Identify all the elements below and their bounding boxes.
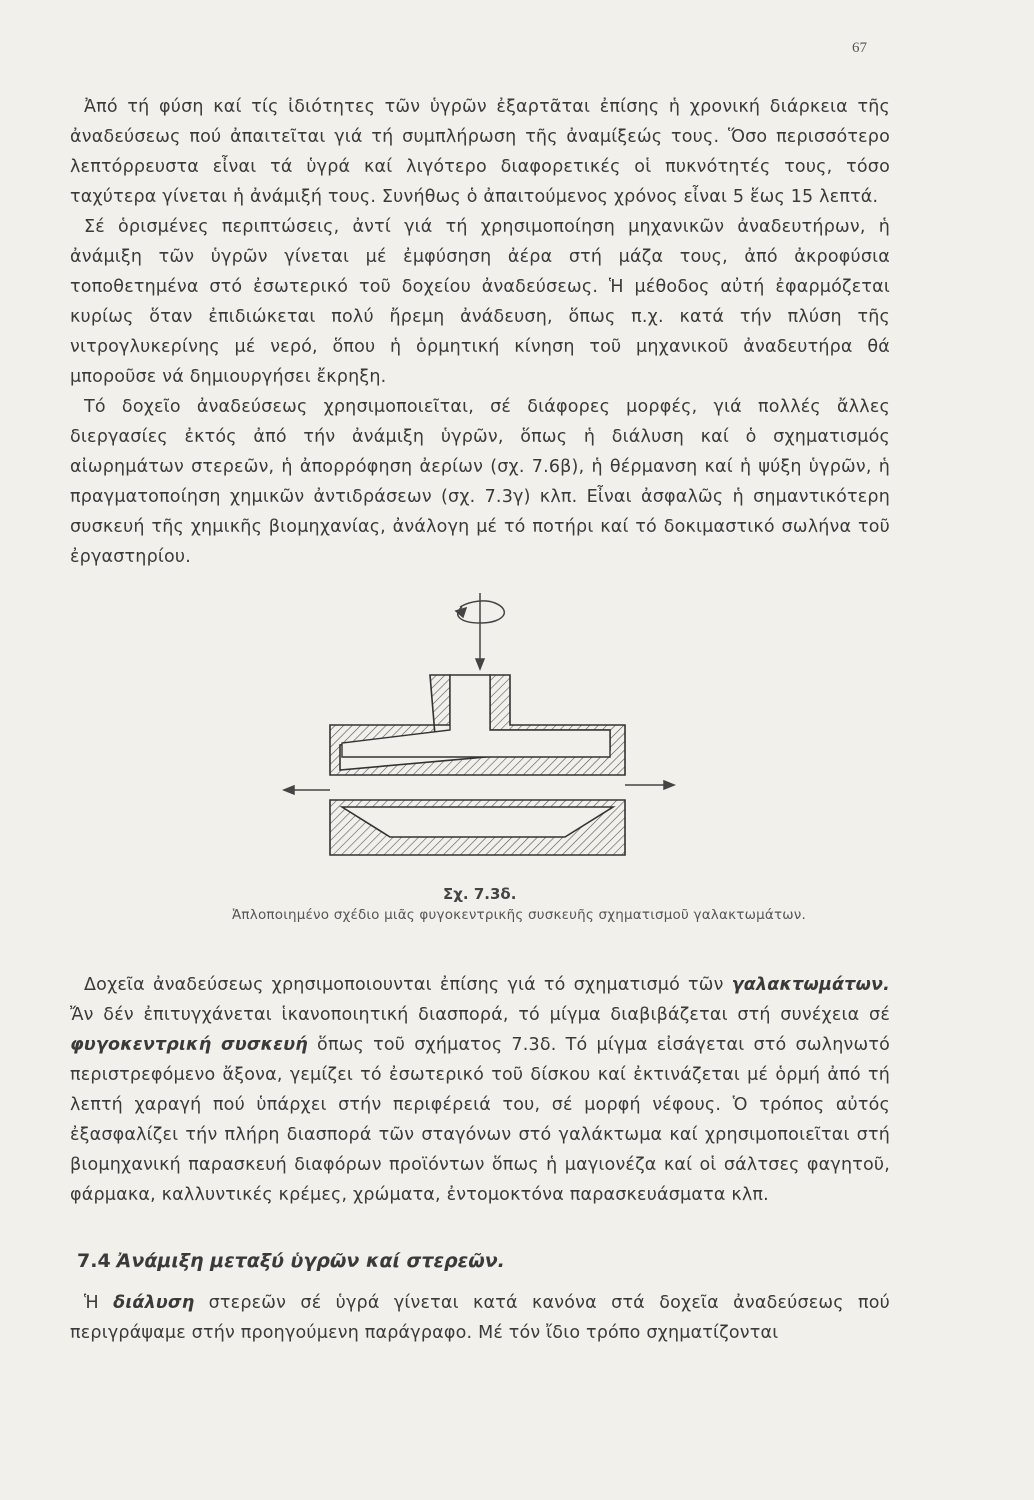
dissolution-text-1: Ἡ bbox=[84, 1293, 114, 1313]
section-title: Ἀνάμιξη μεταξύ ὑγρῶν καί στερεῶν. bbox=[116, 1250, 505, 1272]
lower-disc bbox=[330, 800, 625, 855]
paragraph-vessel-uses: Τό δοχεῖο ἀναδεύσεως χρησιμοποιεῖται, σέ διάφορες μορφές, γιά πολλές ἄλλες διεργασίες ἐκτός ἀπό τήν ἀνάμιξη ὑγρῶν, ὅπως ἡ διάλυση καί ὁ σχηματισμός αἰωρημάτων στερεῶν, ἡ ἀπορρόφηση ἀερίων (σχ. 7.6β), ἡ θέρμανση καί ἡ ψύξη ὑγρῶν, ἡ πραγματοποίηση χημικῶν ἀντιδράσεων (σχ. 7.3γ) κλπ. Εἶναι ἀσφαλῶς ἡ σημαντικότερη συσκευή τῆς χημικῆς βιομηχανίας, ἀνάλογη μέ τό ποτήρι καί τό δοκιμαστικό σωλήνα τοῦ ἐργαστηρίου. bbox=[70, 397, 890, 567]
body-text-top bbox=[70, 92, 890, 572]
paragraph-air-injection: Σέ ὁρισμένες περιπτώσεις, ἀντί γιά τή χρησιμοποίηση μηχανικῶν ἀναδευτήρων, ἡ ἀνάμιξη τῶν ὑγρῶν γίνεται μέ ἐμφύσηση ἀέρα στή μάζα τους, ἀπό ἀκροφύσια τοποθετημένα στό ἐσωτερικό τοῦ δοχείου ἀναδεύσεως. Ἡ μέθοδος αὐτή ἐφαρμόζεται κυρίως ὅταν ἐπιδιώκεται πολύ ἤρεμη ἀνάδευση, ὅπως π.χ. κατά τήν πλύση τῆς νιτρογλυκερίνης μέ νερό, ὅπου ἡ ὁρμητική κίνηση τοῦ μηχανικοῦ ἀναδευτήρα θά μποροῦσε νά δημιουργήσει ἔκρηξη. bbox=[70, 217, 890, 387]
outflow-arrow-right-icon bbox=[625, 781, 674, 789]
term-centrifugal-device: φυγοκεντρική συσκευή bbox=[70, 1035, 308, 1055]
body-text-emulsions bbox=[70, 970, 890, 1210]
dissolution-text-2: στερεῶν σέ ὑγρά γίνεται κατά κανόνα στά δοχεῖα ἀναδεύσεως πού περιγράψαμε στήν προηγούμενη παράγραφο. Μέ τόν ἴδιο τρόπο σχηματίζονται bbox=[70, 1293, 890, 1343]
figure-caption: Ἁπλοποιημένο σχέδιο μιᾶς φυγοκεντρικῆς συσκευῆς σχηματισμοῦ γαλακτωμάτων. bbox=[232, 907, 807, 923]
page-number: 67 bbox=[852, 40, 867, 56]
term-dissolution: διάλυση bbox=[113, 1293, 195, 1313]
paragraph-dissolution bbox=[70, 1288, 890, 1348]
term-emulsions: γαλακτωμάτων. bbox=[731, 975, 890, 995]
paragraph-mixing-time: Ἀπό τή φύση καί τίς ἰδιότητες τῶν ὑγρῶν ἐξαρτᾶται ἐπίσης ἡ χρονική διάρκεια τῆς ἀναδεύσεως πού ἀπαιτεῖται γιά τή συμπλήρωση τῆς ἀναμίξεώς τους. Ὅσο περισσότερο λεπτόρρευστα εἶναι τά ὑγρά καί λιγότερο διαφορετικές οἱ πυκνότητές τους, τόσο ταχύτερα γίνεται ἡ ἀνάμιξή τους. Συνήθως ὁ ἀπαιτούμενος χρόνος εἶναι 5 ἕως 15 λεπτά. bbox=[70, 97, 890, 207]
section-heading bbox=[77, 1250, 505, 1272]
outflow-arrow-left-icon bbox=[284, 786, 330, 794]
feed-arrow-icon bbox=[476, 593, 484, 669]
paragraph-emulsions bbox=[70, 970, 890, 1210]
emulsions-text-1: Δοχεῖα ἀναδεύσεως χρησιμοποιουνται ἐπίσης γιά τό σχηματισμό τῶν bbox=[84, 975, 732, 995]
emulsions-text-2: Ἄν δέν ἐπιτυγχάνεται ἱκανοποιητική διασπορά, τό μίγμα διαβιβάζεται στή συνέχεια σέ bbox=[70, 1005, 890, 1025]
figure-label: Σχ. 7.3δ. bbox=[443, 885, 517, 903]
body-text-last bbox=[70, 1288, 890, 1348]
section-number: 7.4 bbox=[77, 1250, 111, 1272]
centrifugal-emulsifier-diagram bbox=[280, 585, 700, 885]
emulsions-text-3: ὅπως τοῦ σχήματος 7.3δ. Τό μίγμα εἰσάγεται στό σωληνωτό περιστρεφόμενο ἄξονα, γεμίζει τό ἐσωτερικό τοῦ δίσκου καί ἐκτινάζεται μέ ὁρμή ἀπό τή λεπτή χαραγή πού ὑπάρχει στήν περιφέρειά του, σέ μορφή νέφους. Ὁ τρόπος αὐτός ἐξασφαλίζει τήν πλήρη διασπορά τῶν σταγόνων στό γαλάκτωμα καί χρησιμοποιεῖται στή βιομηχανική παρασκευή διαφόρων προϊόντων ὅπως ἡ μαγιονέζα καί οἱ σάλτσες φαγητοῦ, φάρμακα, καλλυντικές κρέμες, χρώματα, ἐντομοκτόνα παρασκευάσματα κλπ. bbox=[70, 1035, 891, 1205]
